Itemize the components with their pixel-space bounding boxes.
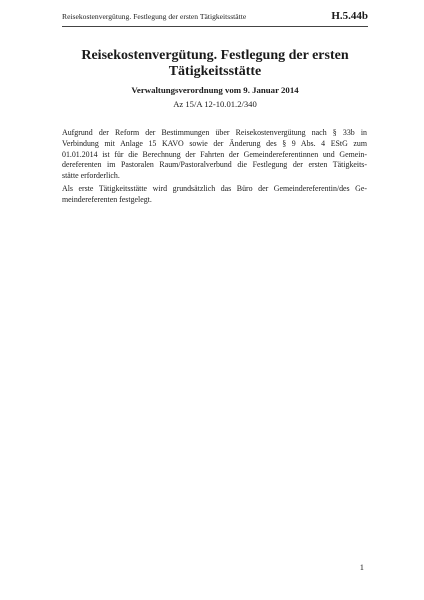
document-body: [62, 128, 367, 206]
paragraph-1-line-2: Verbindung mit Anlage 15 KAVO sowie der Änderung des § 9 Abs. 4 EStG zum: [62, 138, 367, 148]
document-subtitle: Verwaltungsverordnung vom 9. Januar 2014: [131, 85, 299, 95]
paragraph-2-line-2: meindereferenten festgelegt.: [62, 195, 152, 205]
running-title: Reisekostenvergütung. Festlegung der ersten Tätigkeitsstätte: [62, 12, 247, 21]
page-number: 1: [359, 562, 364, 572]
document-code: H.5.44b: [331, 10, 368, 22]
paragraph-1: [62, 128, 367, 182]
document-title-line-2: Tätigkeitsstätte: [168, 63, 262, 79]
paragraph-1-line-5: stätte erforderlich.: [62, 171, 120, 181]
running-header: [62, 10, 368, 27]
paragraph-1-line-4: dereferenten im Pastoralen Raum/Pastoralverbund die Festlegung der ersten Tätigkeits-: [62, 160, 367, 170]
paragraph-1-line-1: Aufgrund der Reform der Bestimmungen über Reisekostenvergütung nach § 33b in: [62, 128, 367, 137]
paragraph-2: [62, 184, 367, 206]
document-title-line-1: Reisekostenvergütung. Festlegung der ersten: [81, 48, 349, 63]
document-reference: Az 15/A 12-10.01.2/340: [173, 99, 257, 109]
document-title: [62, 48, 368, 79]
paragraph-2-line-1: Als erste Tätigkeitsstätte wird grundsätzlich das Büro der Gemeindereferentin/des Ge-: [62, 184, 367, 194]
paragraph-1-line-3: 01.01.2014 ist für die Berechnung der Fahrten der Gemeindereferentinnen und Gemein-: [62, 149, 367, 159]
